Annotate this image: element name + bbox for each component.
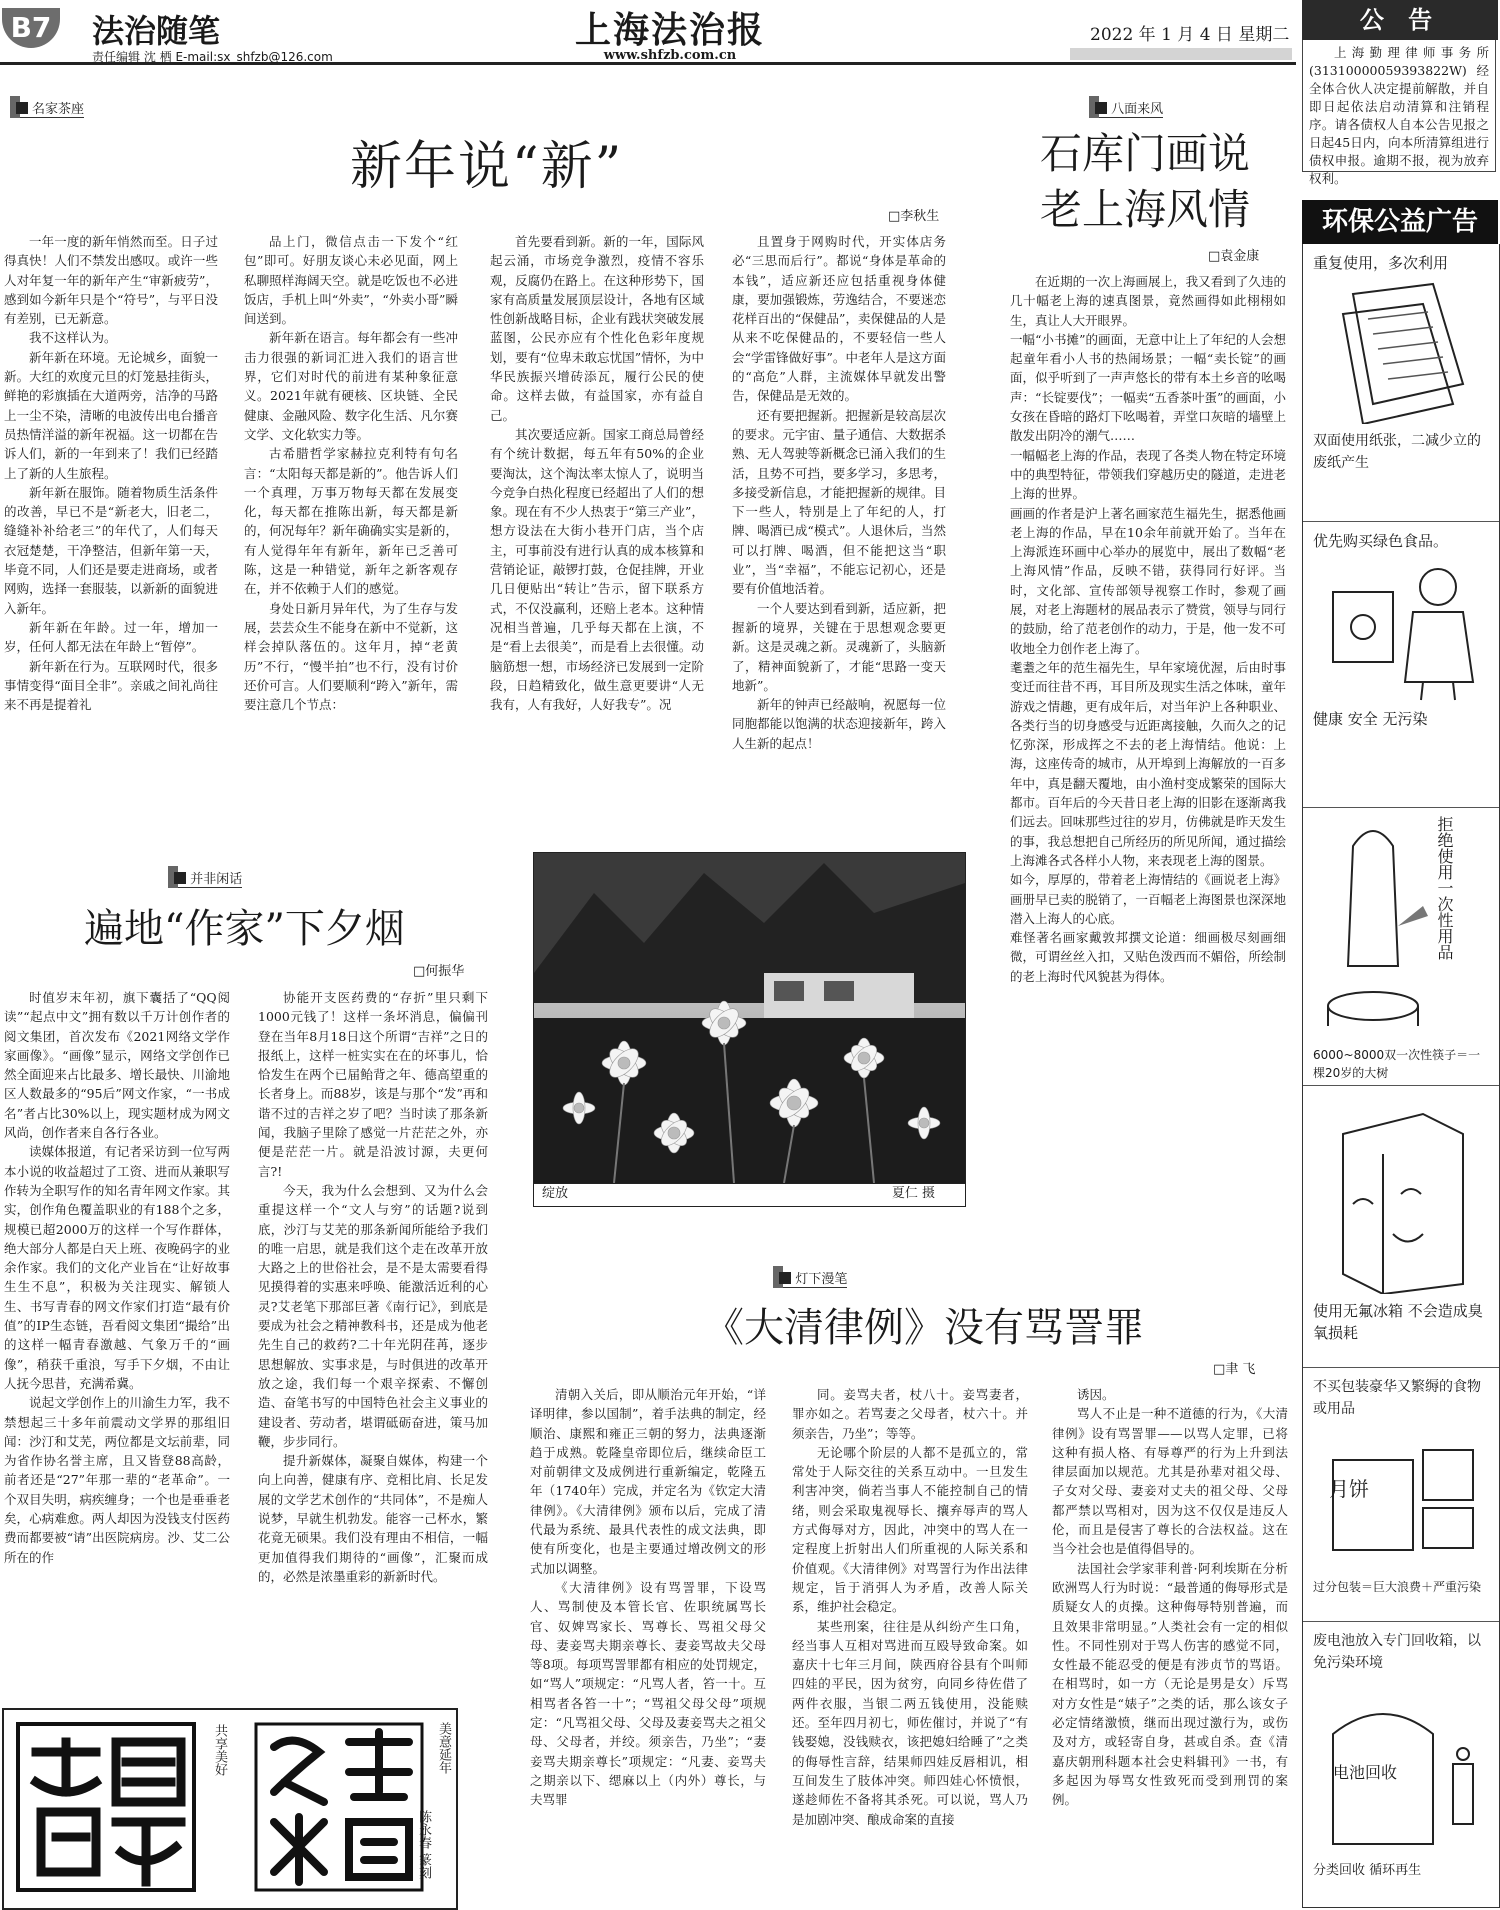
article-paragraph: 提升新媒体，凝聚自媒体，构建一个向上向善，健康有序、竞相比肩、长足发展的文学艺术创作的“共同体”，不是痴人说梦，早就生机勃发。能容一己杯水，繁花竟无硕果。我们没有理由不相信，一幅更加值得我们期待的“画像”，汇聚而成的，必然是浓墨重彩的新新时代。 [258,1453,488,1584]
eco-panel-caption: 分类回收 循环再生 [1313,1863,1422,1878]
article-paragraph: 我不这样认为。 [29,330,117,346]
article-title: 遍地“作家”下夕烟 [84,906,405,952]
eco-panel-caption: 使用无氟冰箱 不会造成臭氧损耗 [1313,1302,1483,1342]
article-paragraph: 古希腊哲学家赫拉克利特有句名言：“太阳每天都是新的”。他告诉人们一个真理，万事万物每天都在发展变化，每天都在推陈出新，每天都是新的，何况每年？新年确确实实是新的，有人觉得年年有新年，新年已乏善可陈，这是一种错觉，新年之新客观存在，并不依赖于人们的感觉。 [244,446,458,597]
seal-impression-right [254,1722,424,1892]
editor-line: 责任编辑 沈 栖 E-mail:sx_shfzb@126.com [92,50,333,64]
eco-panel-caption: 6000~8000双一次性筷子＝一棵20岁的大树 [1313,1048,1481,1080]
notice-title: 公 告 [1302,0,1498,40]
photo-credit: 夏仁 摄 [891,1186,935,1201]
article-column [530,1385,766,1905]
article-author: □何振华 [413,964,465,979]
article-paragraph: 法国社会学家菲利普·阿利埃斯在分析欧洲骂人行为时说：“最普通的侮辱形式是质疑女人的贞操。这种侮辱特别普遍，而且效果非常明显。”人类社会有一定的相似性。不同性别对于骂人伤害的感觉不同，女性最不能忍受的便是有涉贞节的骂语。在相骂时，如一方（无论是男是女）斥骂对方女性是“婊子”之类的话，那么该女子必定情绪激愤，继而出现过激行为，或伤及对方，或轻寄自身，甚或自杀。查《清嘉庆朝刑科题本社会史料辑刊》一书，有多起因为辱骂女性致死而受到刑罚的案例。 [1052,1560,1288,1808]
seal-caption-right: 美意延年 [436,1722,451,1774]
column-tag: 并非闲话 [168,868,242,888]
article-paragraph: 同。妾骂夫者，杖八十。妾骂妻者，罪亦如之。若骂妻之父母者，杖六十。并须亲告，乃坐”；等等。 [792,1387,1028,1441]
page-number-badge: B7 [2,8,60,48]
eco-panel-package [1303,1368,1499,1622]
article-column [732,232,946,812]
article-column [244,232,458,812]
eco-panel-heading: 废电池放入专门回收箱，以免污染环境 [1313,1633,1481,1671]
article-paragraph: 读媒体报道，有记者采访到一位写两本小说的收益超过了工资、进而从兼职写作转为全职写作的知名青年网文作家。其实，创作角色覆盖职业的有188个之多，规模已超2000万的这样一个写作群体，绝大部分人都是白天上班、夜晚码字的业余作家。我们的文化产业旨在“让好故事生生不息”，积极为关注现实、解锁人生、书写青春的网文作家们打造“最有价值”的IP生态链，吾看阅文集团“撮给”出的这样一幅青春激越、气象万千的“画像”，稍获千重浪，写手下夕烟，不由让人抚今思昔，充满希冀。 [4,1144,230,1391]
daffodil-photo [533,852,966,1184]
article-author: □袁金康 [1208,249,1260,264]
article-title: 新年说“新” [350,137,624,197]
article-title-line: 老上海风情 [1040,185,1251,234]
article-paragraph: 首先要看到新。新的一年，国际风起云涌，市场竞争激烈，疫情不容乐观，反腐仍在路上。在这种形势下，国家有高质量发展顶层设计，各地有区域性创新战略目标，企业有践状突破发展蓝图，公民亦应有个性化色彩年度规划，要有“位卑未敢忘忧国”情怀，为中华民族振兴增砖添瓦，履行公民的使命。这样去做，有益国家，亦有益自己。 [490,234,704,423]
article-paragraph: 新年新在年龄。过一年，增加一岁，任何人都无法在年龄上“暂停”。 [4,619,218,655]
article-column [490,232,704,812]
article-paragraph: 身处日新月异年代，为了生存与发展，芸芸众生不能身在新中不觉新，这样会掉队落伍的。这年月，掉“老黄历”不行，“慢半拍”也不行，没有讨价还价可言。人们要顺利“跨入”新年，需要注意几个节点： [244,600,458,713]
shopping-girl-icon [1313,552,1489,702]
issue-date: 2022 年 1 月 4 日 星期二 [1090,25,1290,45]
article-column [258,988,488,1692]
article-paragraph: 新年新在服饰。随着物质生活条件的改善，早已不是“新老大，旧老二，缝缝补补给老三”的年代了，人们每天衣冠楚楚，干净整洁，但新年第一天，毕竟不同，人们还是要走进商场，或者网购，选择一套服装，以新新的面貌进入新年。 [4,484,218,616]
article-title-line: 石库门画说 [1040,129,1251,178]
eco-panel-battery [1303,1622,1499,1908]
article-title [1040,126,1250,238]
seal-carving-box [2,1708,458,1910]
article-paragraph: 某些刑案，往往是从纠纷产生口角，经当事人互相对骂进而互殴导致命案。如嘉庆十七年三月间，陕西府谷县有个叫师四娃的平民，因为贫穷，向同乡待佐借了两件衣服，当银二两五钱使用，没能赎还。至年四月初七，师佐催讨，并说了“有钱娶媳，没钱赎衣，该把媳妇给睡了”之类的侮辱性言辞，结果师四娃反唇相讥，相互间发生了肢体冲突。师四娃心怀愤恨，遂趁师佐不备将其杀死。可以说，骂人乃是加剧冲突、酿成命案的直接 [792,1618,1028,1827]
article-column [4,988,230,1692]
article-column [1052,1385,1288,1905]
eco-panel-chopsticks [1303,808,1499,1086]
eco-panel-caption: 双面使用纸张，二减少立的废纸产生 [1313,433,1481,471]
notice-body: 上海勤理律师事务所(31310000059393822W)经全体合伙人决定提前解散，并自即日起依法启动清算和注销程序。请各债权人自本公告见报之日起45日内，向本所清算组进行债权申报。逾期不报，视为放弃权利。 [1302,40,1496,172]
eco-panel-fridge [1303,1086,1499,1368]
article-paragraph: 诱因。 [1077,1387,1115,1402]
article-paragraph: 品上门，微信点击一下发个“红包”即可。好朋友谈心未必见面，网上私聊照样海阔天空。就是吃饭也不必进饭店，手机上叫“外卖”，“外卖小哥”瞬间送到。 [244,234,458,327]
article-paragraph: 且置身于网购时代，开实体店务必“三思而后行”。都说“身体是革命的本钱”，适应新还应包括重视身体健康，要加强锻炼，劳逸结合，不要迷恋花样百出的“保健品”，卖保健品的人是从来不吃保健品的，不要轻信一些人会“学雷锋做好事”。中老年人是这方面的“高危”人群，主流媒体早就发出警告，保健品是无效的。 [732,234,946,404]
article-paragraph: 清朝入关后，即从顺治元年开始，“详译明律，参以国制”，着手法典的制定，经顺治、康熙和雍正三朝的努力，法典逐渐趋于成熟。乾隆皇帝即位后，继续命臣工对前朝律文及成例进行重新编定，乾隆五年（1740年）完成，并定名为《钦定大清律例》。《大清律例》颁布以后，完成了清代最为系统、最具代表性的成文法典，即使有所变化，也是主要通过增改例文的形式加以调整。 [530,1387,766,1576]
column-tag: 名家茶座 [10,98,84,118]
article-author: □聿 飞 [1213,1362,1256,1377]
article-paragraph: 新年新在行为。互联网时代，很多事情变得“面目全非”。亲戚之间礼尚往来不再是提着礼 [4,658,218,713]
article-paragraph: 一个人要达到看到新，适应新，把握新的境界，关键在于思想观念要更新。这是灵魂之新。灵魂新了，头脑新了，精神面貌新了，才能“思路一变天地新”。 [732,600,946,693]
article-paragraph: 骂人不止是一种不道德的行为，《大清律例》设有骂詈罪——以骂人定罪，已将这种有损人格、有辱尊严的行为上升到法律层面加以规范。尤其是孙辈对祖父母、子女对父母、妻妾对丈夫的祖父母、父母都严禁以骂相对，因为这不仅仅是违反人伦，而且是侵害了尊长的合法权益。这在当今社会也是值得倡导的。 [1052,1406,1288,1557]
column-tag: 灯下漫笔 [773,1268,847,1288]
fridge-icon [1313,1094,1489,1294]
eco-panel-heading: 拒绝使用一次性用品 [1435,816,1454,960]
newspaper-masthead: 上海法治报 [574,9,765,51]
article-column [4,232,218,812]
article-paragraph: 今天，我为什么会想到、又为什么会重提这样一个“文人与穷”的话题?说到底，沙汀与艾芜的那条新闻所能给予我们的唯一启思，就是我们这个走在改革开放大路之上的世俗社会，是不是太需要看得见摸得着的实惠来呼唤、能激活近利的心灵?艾老笔下那部巨著《南行记》，到底是要成为社会之精神教科书，还是成为他老先生自己的救药?二十年光阴荏苒，逐步思想解放、实事求是，与时俱进的改革开放之途，我们每一个艰辛探索、不懈创造、奋笔书写的中国特色社会主义事业的建设者、劳动者，堪谓砥砺奋进，策马加鞭，步步同行。 [258,1182,488,1449]
eco-panel-heading: 重复使用，多次利用 [1313,254,1449,272]
article-title: 《大清律例》没有骂詈罪 [704,1305,1144,1351]
tree-stump-icon [1313,816,1433,1046]
eco-ad-column [1302,244,1500,1908]
article-column: 在近期的一次上海画展上，我又看到了久违的几十幅老上海的速真图景，竟然画得如此栩栩如生，真让人大开眼界。 一幅“小书摊”的画面，无意中让上了年纪的人会想起童年看小人书的热闹场景；一幅“卖长锭”的画面，似乎听到了一声声悠长的带有本土乡音的吆喝声：“长锭要伐”；一幅卖“五香茶叶蛋”的画面，小女孩在昏暗的路灯下吆喝着，弄堂口灰暗的墙壁上散发出阴冷的潮气…… 一幅幅老上海的作品，表现了各类人物在特定环境中的典型特征，带领我们穿越历史的隧道，走进老上海的世界。 画画的作者是沪上著名画家范生福先生，据悉他画老上海的作品，早在10余年前就开始了。当年在上海派连环画中心举办的展览中，展出了数幅“老上海风情”作品，反映不错，获得同行好评。当时，文化部、宣传部领导视察工作时，参观了画展，对老上海题材的展品表示了赞赏，领导与同行的鼓励，给了范老创作的动力，于是，他一发不可收地全力创作老上海了。 耄耋之年的范生福先生，早年家境优渥，后由时事变迁而往昔不再，耳目所及现实生活之体味，童年游戏之情趣，更有成年后，对当年沪上各种职业、各类行当的切身感受与近距离接触，久而久之的记忆弥深，形成挥之不去的老上海情结。他说：上海，这座传奇的城市，从开埠到上海解放的一百多年中，真是翻天覆地，由小渔村变成繁荣的国际大都市。百年后的今天昔日老上海的旧影在逐渐离我们远去。回味那些过往的岁月，仿佛就是昨天发生的事，我总想把自己所经历的所见所闻，通过描绘上海滩各式各样小人物，来表现老上海的图景。 如今，厚厚的，带着老上海情结的《画说老上海》画册早已卖的脱销了，一百幅老上海图景也深深地潜入上海人的心底。 难怪著名画家戴敦邦撰文论道：细画极尽刻画细微，可谓丝丝入扣，又贴色泼西而不媚俗，所绘制的老上海时代风貌甚为得体。 [1010,274,1286,984]
eco-panel-label: 月饼 [1329,1477,1369,1501]
seal-author: 陈永春 篆刻 [416,1810,431,1880]
section-title: 法治随笔 [92,12,221,50]
article-author: □李秋生 [888,209,940,224]
eco-ad-title: 环保公益广告 [1302,200,1498,244]
article-paragraph: 无论哪个阶层的人都不是孤立的，常常处于人际交往的关系互动中。一旦发生利害冲突，倘若当事人不能控制自己的情绪，则会采取鬼视辱长、攘弃辱声的骂人方式侮辱对方，因此，冲突中的骂人在一定程度上折射出人们所重视的人际关系和价值观。《大清律例》对骂詈行为作出法律规定，旨于消弭人为矛盾，改善人际关系，维护社会稳定。 [792,1444,1028,1615]
article-column [792,1385,1028,1905]
article-paragraph: 新年的钟声已经敲响，祝愿每一位同胞都能以饱满的状态迎接新年，跨入人生新的起点！ [732,697,946,751]
article-paragraph: 新年新在环境。无论城乡，面貌一新。大红的欢度元旦的灯笼悬挂街头，鲜艳的彩旗插在大道两旁，洁净的马路上一尘不染，清晰的电波传出电台播音员热情洋溢的新年祝福。这一切都在告诉人们，新的一年到来了！我们已经踏上了新的人生旅程。 [4,349,218,481]
eco-panel-caption: 过分包装＝巨大浪费＋严重污染 [1313,1580,1482,1594]
eco-panel-label: 电池回收 [1333,1763,1398,1782]
article-paragraph: 说起文学创作上的川渝生力军，我不禁想起三十多年前震动文学界的那组旧闻：沙汀和艾芜，两位都是文坛前辈，同为省作协名誉主席，且又皆登88高龄，前者还是“27”年那一辈的“老革命”。一个双目失明，病疾缠身；一个也是垂垂老矣，心病难愈。两人却因为没钱支付医药费而都要被“请”出医院病房。沙、艾二公所在的作 [4,1395,230,1565]
article-paragraph: 其次要适应新。国家工商总局曾经有个统计数据，每五年有50%的企业要淘汰，这个淘汰率太惊人了，说明当今竞争白热化程度已经超出了人们的想象。现在有不少人热衷于“第三产业”，想方设法在大街小巷开门店，当个店主，可事前没有进行认真的成本核算和营销论证，敲锣打鼓，仓促挂牌，开业几日便贴出“转让”告示，留下联系方式，不仅没赢利，还赔上老本。这种情况相当普遍，几乎每天都在上演，不是“看上去很美”，而是看上去很懂。动脑筋想一想，市场经济已发展到一定阶段，日趋精致化，做生意更要讲“人无我有，人有我好，人好我专”。况 [490,426,704,713]
article-paragraph: 时值岁末年初，旗下囊括了“QQ阅读”“起点中文”拥有数以千万计创作者的阅文集团，首次发布《2021网络文学作家画像》。“画像”显示，网络文学创作已然全面迎来占比最多、增长最快、川渝地区人数最多的“95后”网文作家，“一书成名”者占比30%以上，现实题材成为网文风尚，创作者来自各行各业。 [4,990,230,1141]
column-tag: 八面来风 [1089,98,1163,118]
photo-caption-bar [533,1182,966,1207]
seal-impression-left [16,1722,196,1892]
article-paragraph: 新年新在语言。每年都会有一些冲击力很强的新词汇进入我们的语言世界，它们对时代的前进有某种象征意义。2021年就有硬核、区块链、全民健康、金融风险、数字化生活、凡尔赛文学、文化软实力等。 [244,330,458,442]
paper-stack-icon [1313,274,1489,424]
eco-panel-heading: 优先购买绿色食品。 [1313,532,1449,550]
eco-panel-food [1303,522,1499,808]
eco-panel-caption: 健康 安全 无污染 [1313,710,1428,728]
seal-caption-left: 共享美好 [212,1724,227,1776]
website-link[interactable]: www.shfzb.com.cn [603,48,737,63]
article-paragraph: 协能开支医药费的“存折”里只剩下1000元钱了！这样一条坏消息，偏偏刊登在当年8月18日这个所谓“吉祥”之日的报纸上，这样一桩实实在在的坏事儿，恰恰发生在两个已届鲐背之年、德高望重的长者身上。而88岁，该是与那个“发”再和谐不过的吉祥之岁了吧？当时读了那条新闻，我脑子里除了感觉一片茫茫之外，亦便是茫茫一片。就是沿波讨源，夫更何言?! [258,990,488,1179]
header-band [1070,48,1292,60]
eco-panel-paper [1303,244,1499,522]
article-paragraph: 《大清律例》设有骂詈罪，下设骂人、骂制使及本管长官、佐职统属骂长官、奴婢骂家长、骂尊长、骂祖父母父母、妻妾骂夫期亲尊长、妻妾骂故夫父母等8项。每项骂詈罪都有相应的处罚规定，如“骂人”项规定：“凡骂人者，笞一十。互相骂者各笞一十”；“骂祖父母父母”项规定：“凡骂祖父母、父母及妻妾骂夫之祖父母、父母者，并绞。须亲告，乃坐”；“妻妾骂夫期亲尊长”项规定：“凡妻、妾骂夫之期亲以下、缌麻以上（内外）尊长，与夫骂罪 [530,1579,766,1808]
eco-panel-heading: 不买包装豪华又繁缛的食物或用品 [1313,1379,1481,1417]
article-paragraph: 一年一度的新年悄然而至。日子过得真快！人们不禁发出感叹。或许一些人对年复一年的新年产生“审新疲劳”，感到如今新年只是个“符号”，与平日没有差别，已无新意。 [4,234,218,327]
photo-caption: 绽放 [542,1186,569,1201]
article-paragraph: 还有要把握新。把握新是较高层次的要求。元宇宙、量子通信、大数据杀熟、无人驾驶等新概念已涌入我们的生活，且势不可挡，要多学习，多思考，多接受新信息，才能把握新的规律。目下一些人，特别是上了年纪的人，打牌、喝酒已成“模式”。人退休后，当然可以打牌、喝酒，但不能把这当“职业”，当“幸福”，不能忘记初心，还是要有价值地活着。 [732,407,946,597]
